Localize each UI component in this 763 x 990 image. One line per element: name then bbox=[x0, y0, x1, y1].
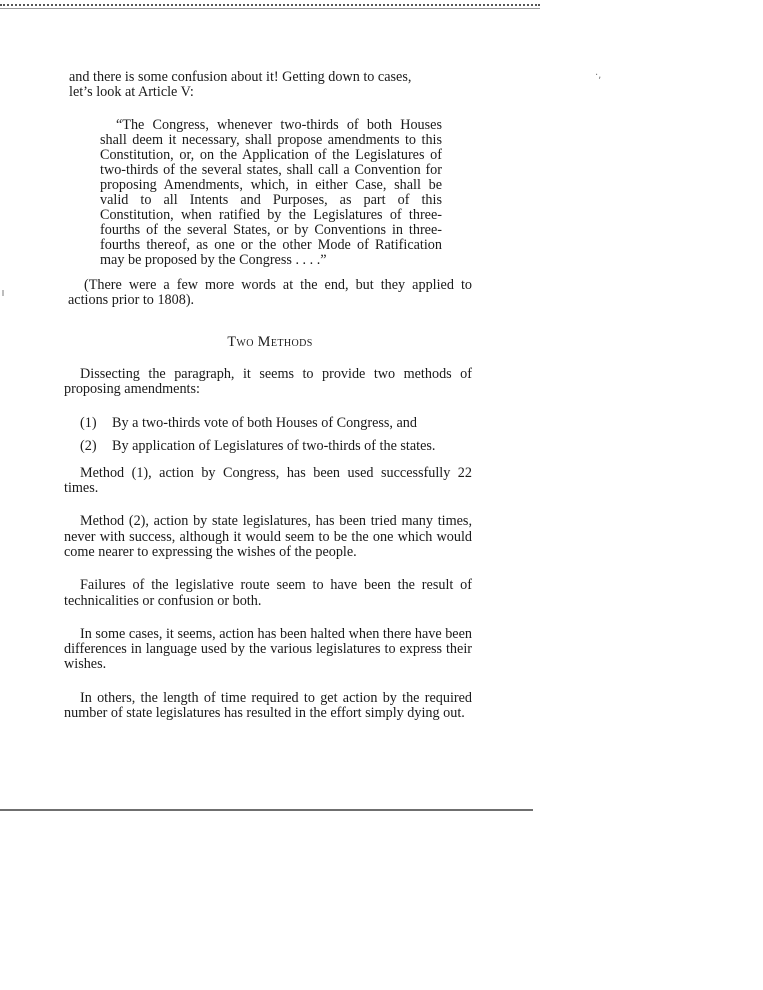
others-paragraph: In others, the length of time required to get action by the required number of state legislatures has resulted in the effort simply dying out. bbox=[64, 689, 472, 722]
list-item-number: (1) bbox=[80, 414, 97, 431]
intro-paragraph bbox=[69, 70, 472, 101]
top-scan-border bbox=[0, 4, 540, 6]
methods-list bbox=[80, 416, 472, 454]
some-cases-paragraph: In some cases, it seems, action has been halted when there have been differences in language used by the various legislatures to express their wishes. bbox=[64, 625, 472, 673]
list-item-text: By a two-thirds vote of both Houses of Congress, and bbox=[112, 414, 417, 431]
quote-tail-paragraph: (There were a few more words at the end, but they applied to actions prior to 1808). bbox=[68, 276, 472, 308]
method-1-paragraph: Method (1), action by Congress, has been used successfully 22 times. bbox=[64, 464, 472, 497]
intro-line-2: let’s look at Article V: bbox=[69, 84, 194, 101]
intro-line-1: and there is some confusion about it! Getting down to cases, bbox=[69, 69, 412, 85]
method-2-paragraph: Method (2), action by state legislatures, has been tried many times, never with success, although it would seem to be the one which would come nearer to expressing the wishes of the people. bbox=[64, 513, 472, 560]
article-v-quote: “The Congress, whenever two-thirds of both Houses shall deem it necessary, shall propose amendments to this Constitution, or, on the Application of the Legislatures of two-thirds of the several states, shall call a Convention for proposing Amendments, which, in either Case, shall be valid to all Intents and Purposes, as part of this Constitution, when ratified by the Legislatures of three-fourths of the several States, or by Conventions in three-fourths thereof, as one or the other Mode of Ratification may be proposed by the Congress . . . .” bbox=[100, 116, 442, 268]
scan-speck bbox=[2, 290, 4, 296]
document-page bbox=[64, 70, 472, 721]
section-heading: Two Methods bbox=[227, 334, 313, 351]
list-item bbox=[80, 439, 472, 454]
list-item bbox=[80, 416, 472, 431]
top-rule bbox=[0, 8, 540, 9]
scan-mark: ·, bbox=[595, 70, 602, 81]
list-item-text: By application of Legislatures of two-thirds of the states. bbox=[112, 437, 436, 454]
list-item-number: (2) bbox=[80, 437, 97, 454]
bottom-rule bbox=[0, 809, 533, 811]
dissect-paragraph: Dissecting the paragraph, it seems to provide two methods of proposing amendments: bbox=[64, 366, 472, 398]
failures-paragraph: Failures of the legislative route seem to have been the result of technicalities or confusion or both. bbox=[64, 577, 472, 609]
